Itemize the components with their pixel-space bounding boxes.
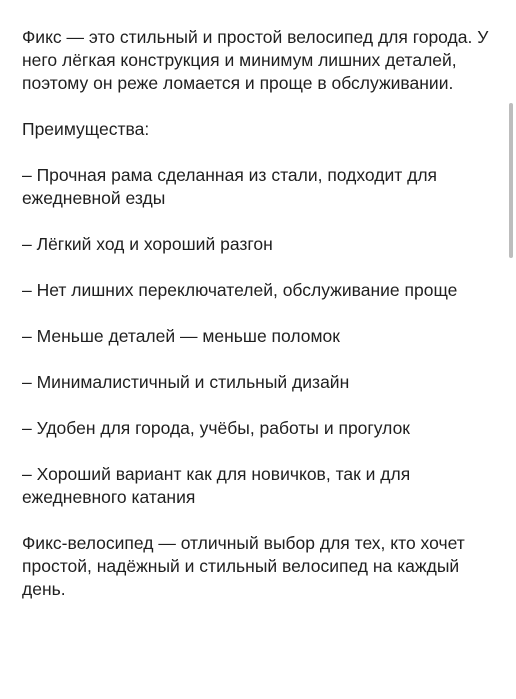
advantage-item: – Нет лишних переключателей, обслуживание проще <box>22 280 458 300</box>
advantage-item: – Меньше деталей — меньше поломок <box>22 326 340 346</box>
advantage-item: – Хороший вариант как для новичков, так и для ежедневного катания <box>22 464 411 507</box>
advantage-item: – Прочная рама сделанная из стали, подходит для ежедневной езды <box>22 165 438 208</box>
advantages-heading: Преимущества: <box>22 119 150 139</box>
conclusion-paragraph: Фикс-велосипед — отличный выбор для тех, кто хочет простой, надёжный и стильный велосипед на каждый день. <box>22 533 465 599</box>
advantage-item: – Удобен для города, учёбы, работы и прогулок <box>22 418 410 438</box>
advantage-item: – Лёгкий ход и хороший разгон <box>22 234 273 254</box>
advantage-item: – Минималистичный и стильный дизайн <box>22 372 350 392</box>
scrollbar-thumb[interactable] <box>509 103 513 258</box>
message-text <box>22 26 497 624</box>
intro-paragraph: Фикс — это стильный и простой велосипед для города. У него лёгкая конструкция и минимум лишних деталей, поэтому он реже ломается и проще в обслуживании. <box>22 27 489 93</box>
